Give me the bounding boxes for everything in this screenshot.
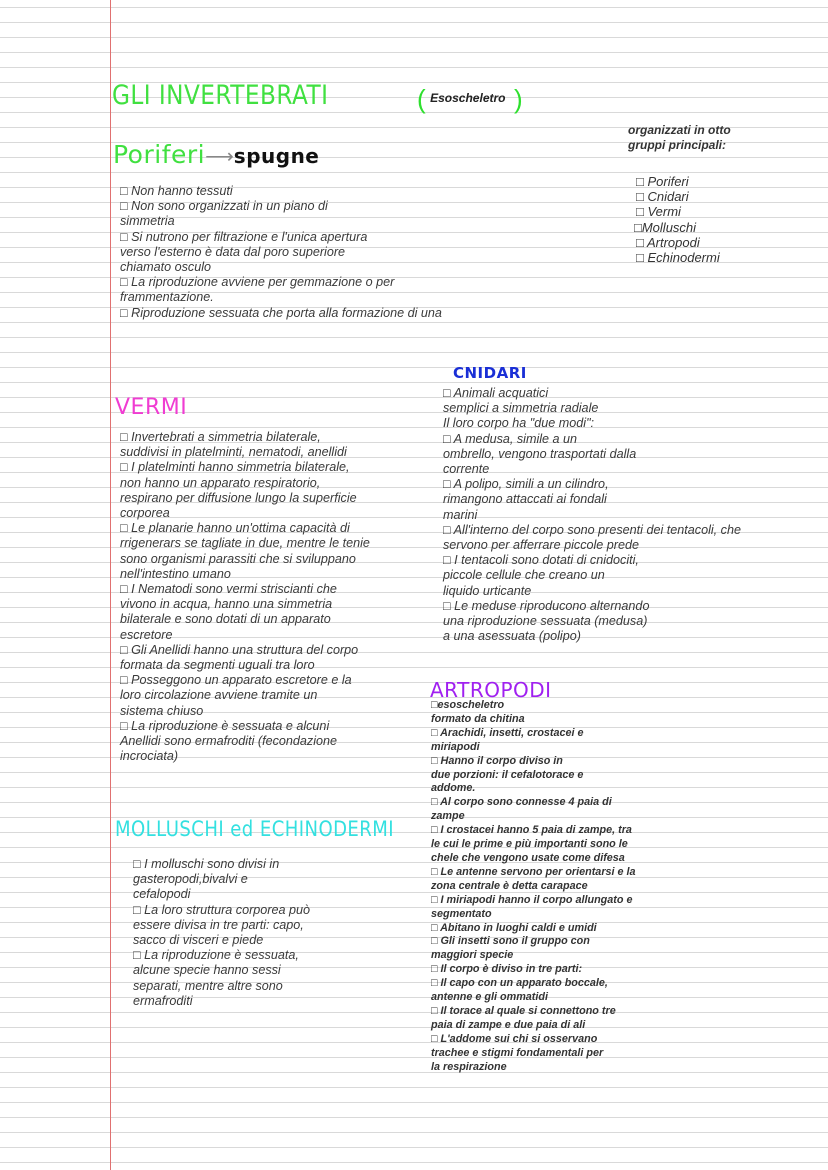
group-item: □ Artropodi xyxy=(636,234,700,250)
artropodi-heading: ARTROPODI xyxy=(430,678,552,702)
notebook-margin-line xyxy=(110,0,111,1170)
open-paren: ( xyxy=(417,84,426,114)
exoskeleton-note xyxy=(417,84,523,115)
spugne-subheading: spugne xyxy=(233,144,320,168)
cnidari-heading: CNIDARI xyxy=(453,364,527,382)
close-paren: ) xyxy=(513,84,523,114)
group-item: □ Vermi xyxy=(636,204,681,220)
vermi-heading: VERMI xyxy=(115,395,188,420)
cnidari-text: □ Animali acquatici semplici a simmetria radiale Il loro corpo ha "due modi": □ A medusa, simile a un ombrello, vengono trasportati dalla corrente □ A polipo, simili a un cilindro, rimangono attaccati ai fondali marini □ All'interno del corpo sono presenti dei tentacoli, che servono per afferrare piccole prede □ I tentacoli sono dotati di cnidociti, piccole cellule che creano un liquido urticante □ Le meduse riproducono alternando una riproduzione sessuata (medusa) a una asessuata (polipo) xyxy=(443,386,741,644)
page-title: GLI INVERTEBRATI xyxy=(112,80,329,111)
poriferi-heading: Poriferi xyxy=(113,140,206,169)
groups-list xyxy=(636,174,720,265)
group-item: □Molluschi xyxy=(634,219,697,235)
group-item: □ Cnidari xyxy=(636,189,689,205)
poriferi-heading-row xyxy=(113,140,319,169)
group-item: □ Poriferi xyxy=(636,174,689,189)
molluschi-heading: MOLLUSCHI ed ECHINODERMI xyxy=(115,817,395,841)
molluschi-text: □ I molluschi sono divisi in gasteropodi,bivalvi e cefalopodi □ La loro struttura corporea può essere divisa in tre parti: capo, sacco di visceri e piede □ La riproduzione è sessuata, alcune specie hanno sessi separati, mentre altre sono ermafroditi xyxy=(133,857,311,1008)
arrow-icon: ⟶ xyxy=(205,146,234,168)
artropodi-text: □esoscheletro formato da chitina □ Arachidi, insetti, crostacei e miriapodi □ Hanno il corpo diviso in due porzioni: il cefalotorace e addome. □ Al corpo sono connesse 4 paia di zampe □ I crostacei hanno 5 paia di zampe, tra le cui le prime e più importanti sono le chele che vengono usate come difesa □ Le antenne servono per orientarsi e la zona centrale è detta carapace □ I miriapodi hanno il corpo allungato e segmentato □ Abitano in luoghi caldi e umidi □ Gli insetti sono il gruppo con maggiori specie □ Il corpo è diviso in tre parti: □ Il capo con un apparato boccale, antenne e gli ommatidi □ Il torace al quale si connettono tre paia di zampe e due paia di ali □ L'addome sui chi si osservano trachee e stigmi fondamentali per la respirazione xyxy=(431,699,636,1073)
vermi-text: □ Invertebrati a simmetria bilaterale, suddivisi in platelminti, nematodi, anellidi □ I platelminti hanno simmetria bilaterale, non hanno un apparato respiratorio, respirano per diffusione lungo la superficie corporea □ Le planarie hanno un'ottima capacità di rrigenerars se tagliate in due, mentre le tenie sono organismi parassiti che si sviluppano nell'intestino umano □ I Nematodi sono vermi striscianti che vivono in acqua, hanno una simmetria bilaterale e sono dotati di un apparato escretore □ Gli Anellidi hanno una struttura del corpo formata da segmenti uguali tra loro □ Posseggono un apparato escretore e la loro circolazione avviene tramite un sistema chiuso □ La riproduzione è sessuata e alcuni Anellidi sono ermafroditi (fecondazione incrociata) xyxy=(120,430,370,764)
groups-heading: organizzati in otto gruppi principali: xyxy=(628,123,731,152)
group-item: □ Echinodermi xyxy=(636,250,720,266)
exoskeleton-label: Esoscheletro xyxy=(430,91,506,105)
poriferi-text: □ Non hanno tessuti □ Non sono organizzati in un piano di simmetria □ Si nutrono per filtrazione e l'unica apertura verso l'esterno è data dal poro superiore chiamato osculo □ La riproduzione avviene per gemmazione o per frammentazione. □ Riproduzione sessuata che porta alla formazione di una xyxy=(120,184,442,320)
